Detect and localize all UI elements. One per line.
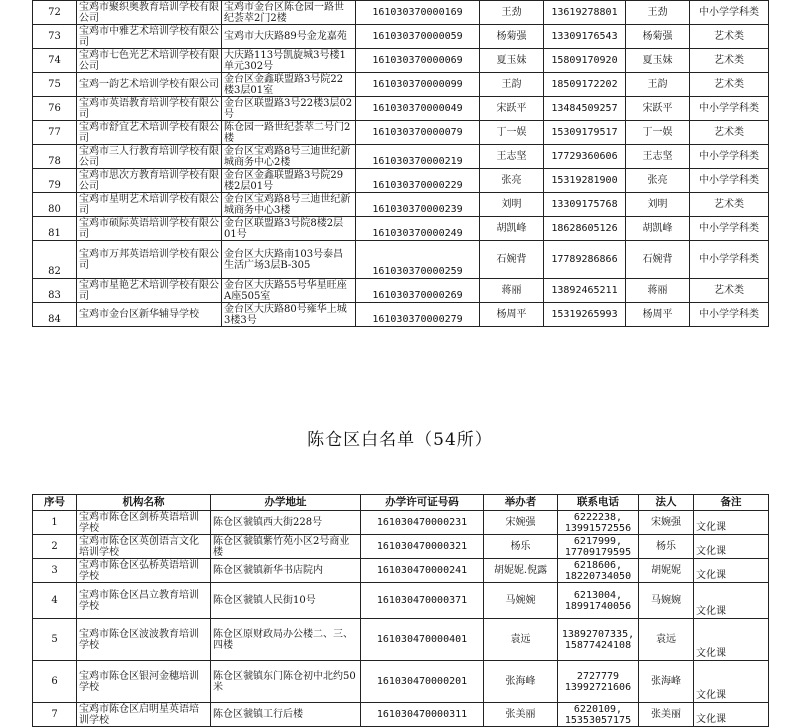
- cell-founder: 张亮: [480, 169, 544, 193]
- cell-phone: 15319281900: [544, 169, 626, 193]
- cell-founder: 王志坚: [480, 145, 544, 169]
- cell-name: 宝鸡市陈仓区剑桥英语培训学校: [77, 511, 211, 535]
- cell-note: 中小学学科类: [690, 217, 769, 241]
- cell-founder: 胡凯峰: [480, 217, 544, 241]
- cell-address: 陈仓区虢镇东门陈仓初中北约50米: [211, 661, 361, 703]
- cell-legal: 胡妮妮: [639, 559, 694, 583]
- cell-note: 中小学学科类: [690, 1, 769, 25]
- cell-license: 161030370000069: [356, 49, 480, 73]
- cell-legal: 张美丽: [639, 703, 694, 727]
- table-row: [33, 279, 769, 303]
- cell-phone: 6218606, 18220734050: [558, 559, 639, 583]
- cell-license: 161030470000241: [361, 559, 484, 583]
- cell-license: 161030370000259: [356, 241, 480, 279]
- cell-no: 1: [33, 511, 77, 535]
- header-phone: 联系电话: [558, 495, 639, 511]
- table-row: [33, 49, 769, 73]
- cell-license: 161030370000169: [356, 1, 480, 25]
- cell-note: 中小学学科类: [690, 145, 769, 169]
- cell-legal: 丁一娱: [626, 121, 690, 145]
- table-row: [33, 217, 769, 241]
- cell-legal: 石婉背: [626, 241, 690, 279]
- cell-phone: 6217999, 17709179595: [558, 535, 639, 559]
- cell-no: 73: [33, 25, 77, 49]
- cell-address: 宝鸡市大庆路89号金龙嘉苑: [222, 25, 356, 49]
- header-name: 机构名称: [77, 495, 211, 511]
- cell-founder: 杨乐: [484, 535, 558, 559]
- cell-name: 宝鸡市陈仓区弘桥英语培训学校: [77, 559, 211, 583]
- cell-no: 83: [33, 279, 77, 303]
- cell-note: 艺术类: [690, 73, 769, 97]
- cell-address: 宝鸡市金台区陈仓园一路世纪荟萃2门2楼: [222, 1, 356, 25]
- cell-founder: 蒋丽: [480, 279, 544, 303]
- cell-address: 金台区大庆路南103号泰昌生活广场3层B-305: [222, 241, 356, 279]
- cell-founder: 张美丽: [484, 703, 558, 727]
- cell-note: 中小学学科类: [690, 169, 769, 193]
- cell-no: 77: [33, 121, 77, 145]
- cell-note: 文化课: [694, 535, 769, 559]
- cell-address: 陈仓区虢镇西大街228号: [211, 511, 361, 535]
- cell-founder: 宋婉强: [484, 511, 558, 535]
- cell-legal: 王劲: [626, 1, 690, 25]
- cell-name: 宝鸡市星明艺术培训学校有限公司: [77, 193, 222, 217]
- cell-note: 文化课: [694, 703, 769, 727]
- cell-license: 161030470000371: [361, 583, 484, 619]
- cell-no: 78: [33, 145, 77, 169]
- cell-founder: 胡妮妮.倪露: [484, 559, 558, 583]
- cell-address: 金台区大庆路80号雍华上城3楼3号: [222, 303, 356, 327]
- cell-legal: 杨菊强: [626, 25, 690, 49]
- cell-no: 5: [33, 619, 77, 661]
- cell-phone: 13892707335, 15877424108: [558, 619, 639, 661]
- table-row: [33, 193, 769, 217]
- cell-founder: 杨菊强: [480, 25, 544, 49]
- cell-no: 79: [33, 169, 77, 193]
- cell-founder: 石婉背: [480, 241, 544, 279]
- cell-note: 艺术类: [690, 49, 769, 73]
- cell-note: 艺术类: [690, 121, 769, 145]
- table-row: [33, 619, 769, 661]
- cell-address: 金台区联盟路3号22楼3层02号: [222, 97, 356, 121]
- cell-no: 84: [33, 303, 77, 327]
- cell-license: 161030470000401: [361, 619, 484, 661]
- cell-no: 75: [33, 73, 77, 97]
- header-legal: 法人: [639, 495, 694, 511]
- cell-note: 文化课: [694, 559, 769, 583]
- cell-phone: 13892465211: [544, 279, 626, 303]
- cell-note: 中小学学科类: [690, 303, 769, 327]
- cell-phone: 6213004, 18991740056: [558, 583, 639, 619]
- table-row: [33, 535, 769, 559]
- table-row: [33, 559, 769, 583]
- cell-address: 金台区大庆路55号华星旺座A座505室: [222, 279, 356, 303]
- cell-license: 161030470000311: [361, 703, 484, 727]
- cell-no: 2: [33, 535, 77, 559]
- cell-founder: 杨周平: [480, 303, 544, 327]
- cell-legal: 张亮: [626, 169, 690, 193]
- cell-address: 金台区宝鸡路8号三迪世纪新城商务中心2楼: [222, 145, 356, 169]
- table-header-row: [33, 495, 769, 511]
- table-row: [33, 145, 769, 169]
- header-no: 序号: [33, 495, 77, 511]
- cell-name: 宝鸡市陈仓区昌立教育培训学校: [77, 583, 211, 619]
- cell-license: 161030370000229: [356, 169, 480, 193]
- cell-license: 161030370000059: [356, 25, 480, 49]
- cell-address: 金台区金鑫联盟路3号院22楼3层01室: [222, 73, 356, 97]
- cell-name: 宝鸡市星艳艺术培训学校有限公司: [77, 279, 222, 303]
- cell-no: 82: [33, 241, 77, 279]
- cell-no: 7: [33, 703, 77, 727]
- cell-note: 文化课: [694, 661, 769, 703]
- cell-phone: 13619278801: [544, 1, 626, 25]
- cell-license: 161030370000049: [356, 97, 480, 121]
- cell-note: 中小学学科类: [690, 241, 769, 279]
- table-row: [33, 169, 769, 193]
- table-row: [33, 511, 769, 535]
- table-row: [33, 25, 769, 49]
- cell-no: 4: [33, 583, 77, 619]
- cell-address: 陈仓区虢镇工行后楼: [211, 703, 361, 727]
- cell-founder: 宋跃平: [480, 97, 544, 121]
- table-row: [33, 703, 769, 727]
- cell-name: 宝鸡市金台区新华辅导学校: [77, 303, 222, 327]
- cell-license: 161030370000219: [356, 145, 480, 169]
- cell-founder: 丁一娱: [480, 121, 544, 145]
- cell-legal: 张海峰: [639, 661, 694, 703]
- cell-note: 文化课: [694, 619, 769, 661]
- cell-phone: 15319265993: [544, 303, 626, 327]
- cell-address: 陈仓区原财政局办公楼二、三、四楼: [211, 619, 361, 661]
- table-row: [33, 1, 769, 25]
- cell-license: 161030370000269: [356, 279, 480, 303]
- table-row: [33, 583, 769, 619]
- table-row: [33, 121, 769, 145]
- cell-no: 3: [33, 559, 77, 583]
- cell-name: 宝鸡市硕际英语培训学校有限公司: [77, 217, 222, 241]
- cell-legal: 袁远: [639, 619, 694, 661]
- cell-license: 161030470000231: [361, 511, 484, 535]
- cell-founder: 袁远: [484, 619, 558, 661]
- cell-no: 72: [33, 1, 77, 25]
- cell-name: 宝鸡市中雅艺术培训学校有限公司: [77, 25, 222, 49]
- cell-founder: 张海峰: [484, 661, 558, 703]
- cell-name: 宝鸡市英语教育培训学校有限公司: [77, 97, 222, 121]
- cell-name: 宝鸡市陈仓区英创语言文化培训学校: [77, 535, 211, 559]
- table-row: [33, 661, 769, 703]
- cell-legal: 王志坚: [626, 145, 690, 169]
- cell-no: 80: [33, 193, 77, 217]
- cell-founder: 夏玉妹: [480, 49, 544, 73]
- cell-founder: 马婉婉: [484, 583, 558, 619]
- cell-founder: 王韵: [480, 73, 544, 97]
- cell-note: 艺术类: [690, 25, 769, 49]
- cell-license: 161030370000279: [356, 303, 480, 327]
- header-note: 备注: [694, 495, 769, 511]
- cell-address: 金台区联盟路3号院8楼2层01号: [222, 217, 356, 241]
- cell-legal: 宋跃平: [626, 97, 690, 121]
- cell-phone: 6220109, 15353057175: [558, 703, 639, 727]
- cell-note: 艺术类: [690, 193, 769, 217]
- cell-license: 161030370000079: [356, 121, 480, 145]
- table-row: [33, 97, 769, 121]
- cell-legal: 夏玉妹: [626, 49, 690, 73]
- cell-legal: 杨乐: [639, 535, 694, 559]
- cell-phone: 15809170920: [544, 49, 626, 73]
- cell-address: 陈仓园一路世纪荟萃二号门2楼: [222, 121, 356, 145]
- top-school-table: [32, 0, 769, 327]
- table-row: [33, 303, 769, 327]
- cell-note: 中小学学科类: [690, 97, 769, 121]
- cell-name: 宝鸡市万邦英语培训学校有限公司: [77, 241, 222, 279]
- header-address: 办学地址: [211, 495, 361, 511]
- cell-license: 161030370000239: [356, 193, 480, 217]
- cell-address: 陈仓区虢镇人民街10号: [211, 583, 361, 619]
- cell-name: 宝鸡市陈仓区波波教育培训学校: [77, 619, 211, 661]
- cell-note: 艺术类: [690, 279, 769, 303]
- cell-note: 文化课: [694, 511, 769, 535]
- cell-phone: 13309176543: [544, 25, 626, 49]
- cell-note: 文化课: [694, 583, 769, 619]
- chencang-school-table: [32, 494, 769, 727]
- header-license: 办学许可证号码: [361, 495, 484, 511]
- cell-name: 宝鸡市舒宜艺术培训学校有限公司: [77, 121, 222, 145]
- cell-no: 81: [33, 217, 77, 241]
- cell-name: 宝鸡市陈仓区银河金穗培训学校: [77, 661, 211, 703]
- cell-founder: 刘明: [480, 193, 544, 217]
- cell-legal: 王韵: [626, 73, 690, 97]
- cell-phone: 18628605126: [544, 217, 626, 241]
- cell-legal: 杨周平: [626, 303, 690, 327]
- cell-phone: 13309175768: [544, 193, 626, 217]
- cell-phone: 17729360606: [544, 145, 626, 169]
- cell-address: 陈仓区虢镇紫竹苑小区2号商业楼: [211, 535, 361, 559]
- cell-name: 宝鸡市思次方教育培训学校有限公司: [77, 169, 222, 193]
- cell-no: 74: [33, 49, 77, 73]
- section-title: 陈仓区白名单（54所）: [307, 430, 493, 450]
- cell-phone: 6222238, 13991572556: [558, 511, 639, 535]
- cell-legal: 胡凯峰: [626, 217, 690, 241]
- cell-phone: 15309179517: [544, 121, 626, 145]
- cell-address: 金台区金鑫联盟路3号院29楼2层01号: [222, 169, 356, 193]
- cell-phone: 17789286866: [544, 241, 626, 279]
- cell-name: 宝鸡市聚织奥教育培训学校有限公司: [77, 1, 222, 25]
- table-row: [33, 73, 769, 97]
- cell-legal: 马婉婉: [639, 583, 694, 619]
- cell-license: 161030370000099: [356, 73, 480, 97]
- table-row: [33, 241, 769, 279]
- cell-legal: 宋婉强: [639, 511, 694, 535]
- header-founder: 举办者: [484, 495, 558, 511]
- cell-address: 陈仓区虢镇新华书店院内: [211, 559, 361, 583]
- cell-license: 161030470000201: [361, 661, 484, 703]
- cell-phone: 18509172202: [544, 73, 626, 97]
- cell-legal: 蒋丽: [626, 279, 690, 303]
- cell-license: 161030370000249: [356, 217, 480, 241]
- cell-name: 宝鸡市三人行教育培训学校有限公司: [77, 145, 222, 169]
- cell-name: 宝鸡市七色光艺术培训学校有限公司: [77, 49, 222, 73]
- cell-address: 金台区宝鸡路8号三迪世纪新城商务中心3楼: [222, 193, 356, 217]
- cell-no: 6: [33, 661, 77, 703]
- cell-legal: 刘明: [626, 193, 690, 217]
- cell-address: 大庆路113号凯旋城3号楼1单元302号: [222, 49, 356, 73]
- cell-name: 宝鸡市陈仓区启明星英语培训学校: [77, 703, 211, 727]
- cell-phone: 2727779 13992721606: [558, 661, 639, 703]
- cell-phone: 13484509257: [544, 97, 626, 121]
- cell-license: 161030470000321: [361, 535, 484, 559]
- cell-name: 宝鸡一韵艺术培训学校有限公司: [77, 73, 222, 97]
- cell-founder: 王劲: [480, 1, 544, 25]
- cell-no: 76: [33, 97, 77, 121]
